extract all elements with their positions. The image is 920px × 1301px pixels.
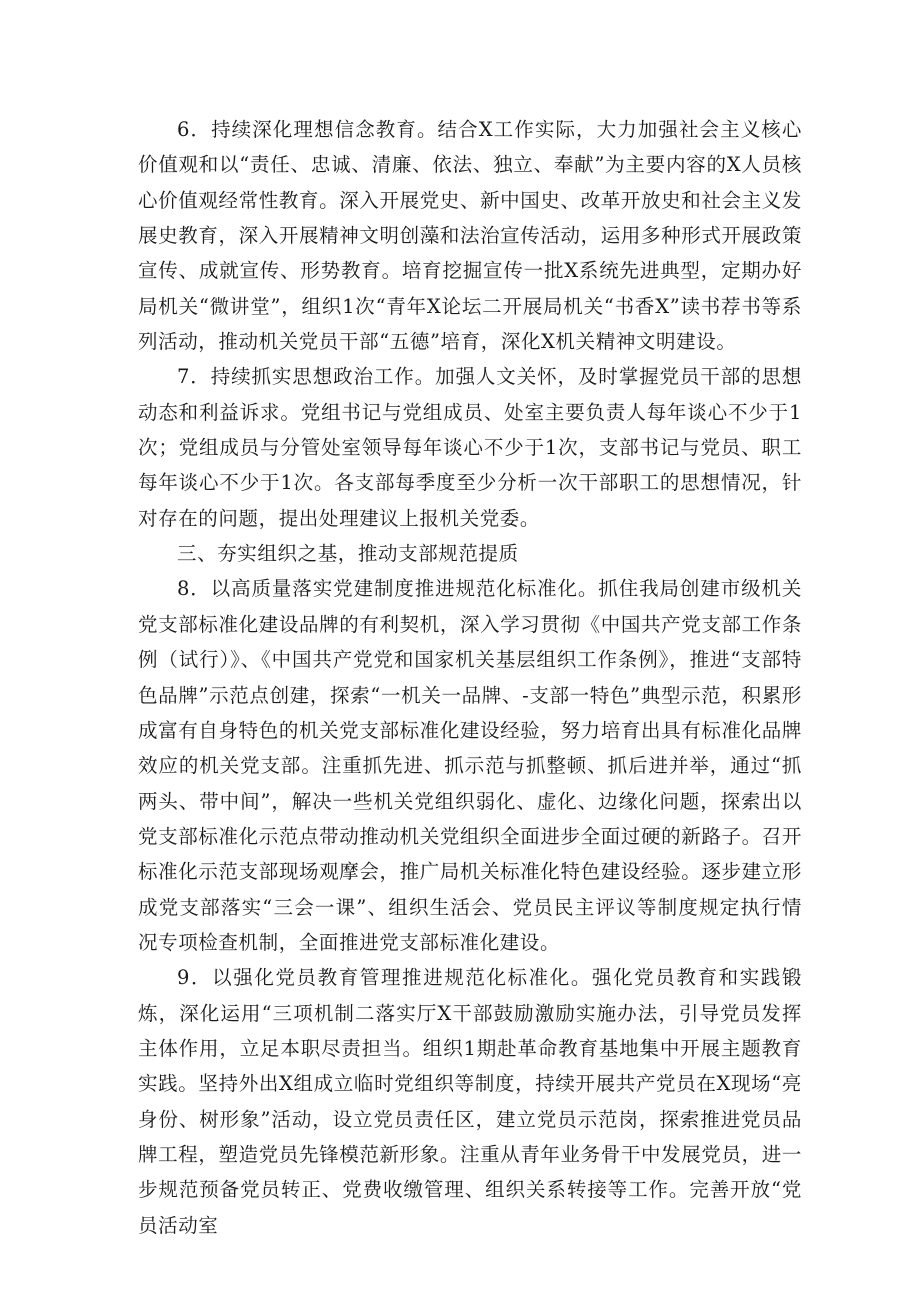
paragraph-7: 7．持续抓实思想政治工作。加强人文关怀，及时掌握党员干部的思想动态和利益诉求。党组书记与党组成员、处室主要负责人每年谈心不少于1次；党组成员与分管处室领导每年谈心不少于1次，支部书记与党员、职工每年谈心不少于1次。各支部每季度至少分析一次干部职工的思想情况，针对存在的问题，提出处理建议上报机关党委。 (138, 365, 802, 530)
paragraph-6: 6．持续深化理想信念教育。结合X工作实际，大力加强社会主义核心价值观和以“责任、忠诚、清廉、依法、独立、奉献”为主要内容的X人员核心价值观经常性教育。深入开展党史、新中国史、改革开放史和社会主义发展史教育，深入开展精神文明创藻和法治宣传活动，运用多种形式开展政策宣传、成就宣传、形势教育。培育挖掘宣传一批X系统先进典型，定期办好局机关“微讲堂”，组织1次“青年X论坛二开展局机关“书香X”读书荐书等系列活动，推动机关党员干部“五德”培育，深化X机关精神文明建设。 (138, 118, 802, 354)
paragraph-9: 9．以强化党员教育管理推进规范化标准化。强化党员教育和实践锻炼，深化运用“三项机制二落实厅X干部鼓励激励实施办法，引导党员发挥主体作用，立足本职尽责担当。组织1期赴革命教育基地集中开展主题教育实践。坚持外出X组成立临时党组织等制度，持续开展共产党员在X现场“亮身份、树形象”活动，设立党员责任区，建立党员示范岗，探索推进党员品牌工程，塑造党员先锋模范新形象。注重从青年业务骨干中发展党员，进一步规范预备党员转正、党费收缴管理、组织关系转接等工作。完善开放“党员活动室 (138, 966, 802, 1237)
paragraph-8: 8．以高质量落实党建制度推进规范化标准化。抓住我局创建市级机关党支部标准化建设品牌的有利契机，深入学习贯彻《中国共产党支部工作条例（试行）》、《中国共产党党和国家机关基层组织工作条例》，推进“支部特色品牌”示范点创建，探索“一机关一品牌、-支部一特色”典型示范，积累形成富有自身特色的机关党支部标准化建设经验，努力培育出具有标准化品牌效应的机关党支部。注重抓先进、抓示范与抓整顿、抓后进并举，通过“抓两头、带中间”，解决一些机关党组织弱化、虚化、边缘化问题，探索出以党支部标准化示范点带动推动机关党组织全面进步全面过硬的新路子。召开标准化示范支部现场观摩会，推广局机关标准化特色建设经验。逐步建立形成党支部落实“三会一课”、组织生活会、党员民主评议等制度规定执行情况专项检查机制，全面推进党支部标准化建设。 (138, 577, 802, 954)
document-body (138, 112, 802, 1243)
section-heading-3: 三、夯实组织之基，推动支部规范提质 (177, 542, 519, 566)
